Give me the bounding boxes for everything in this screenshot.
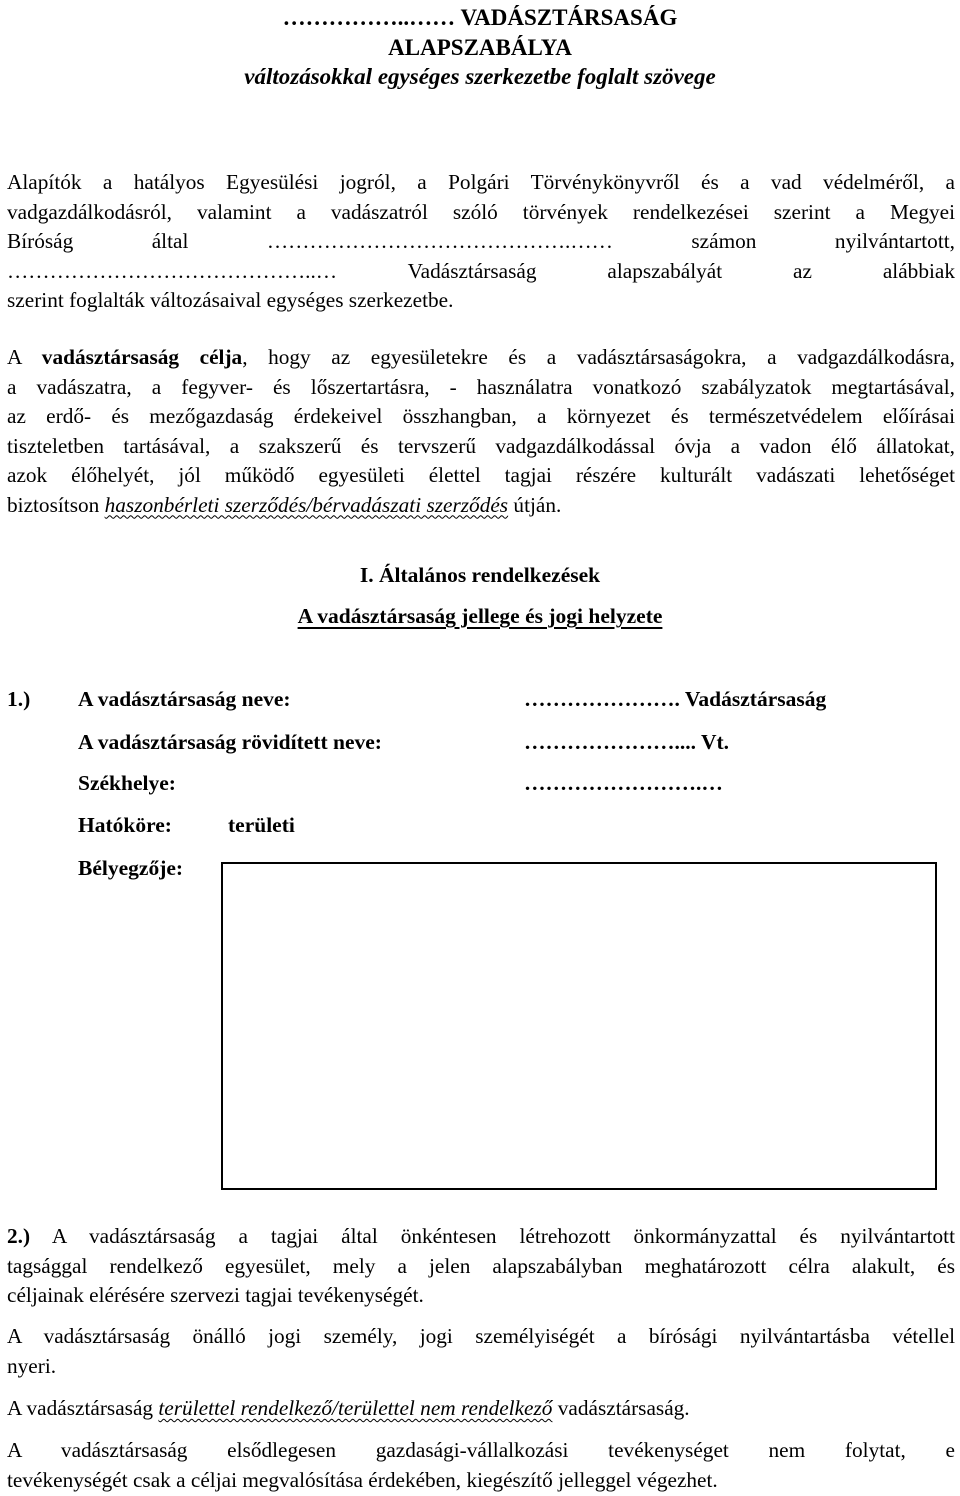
paragraph-3 bbox=[7, 1322, 955, 1381]
paragraph-2 bbox=[7, 1222, 955, 1311]
purpose-paragraph bbox=[7, 343, 955, 520]
seat-value: …………………….… bbox=[524, 771, 723, 795]
item-number-1: 1.) bbox=[7, 687, 31, 711]
intro-line: szerint foglalták változásaival egységes szerkezetbe. bbox=[7, 288, 454, 312]
paragraph-4-text: A vadásztársaság bbox=[7, 1396, 159, 1420]
document-title-line2: ALAPSZABÁLYA bbox=[388, 35, 572, 60]
purpose-line bbox=[7, 491, 955, 521]
name-value: …………………. Vadásztársaság bbox=[524, 687, 827, 711]
paragraph-3-line: A vadásztársaság önálló jogi személy, jogi személyiségét a bírósági nyilvántartásba vétellel bbox=[7, 1324, 955, 1348]
purpose-text: A bbox=[7, 345, 42, 369]
short-name-value: ………………….... Vt. bbox=[524, 730, 730, 754]
purpose-text: biztosítson bbox=[7, 492, 105, 517]
document-subtitle: változásokkal egységes szerkezetbe foglalt szövege bbox=[244, 64, 716, 89]
scope-value: területi bbox=[228, 813, 295, 837]
purpose-text: , hogy az egyesületekre és a vadásztársaságokra, a vadgazdálkodásra, bbox=[242, 345, 955, 369]
short-name-label: A vadásztársaság rövidített neve: bbox=[78, 730, 382, 754]
purpose-line: a vadászatra, a fegyver- és lőszertartásra, - használatra vonatkozó szabályzatok megtartásával, bbox=[7, 374, 955, 399]
paragraph-2-line: tagsággal rendelkező egyesület, mely a jelen alapszabályban meghatározott célra alakult, és bbox=[7, 1253, 955, 1278]
paragraph-5-line: tevékenységét csak a céljai megvalósítása érdekében, kiegészítő jelleggel végezhet. bbox=[7, 1467, 718, 1492]
contract-type-option: haszonbérleti szerződés/bérvadászati szerződés bbox=[104, 492, 509, 517]
territory-type-option: területtel rendelkező/területtel nem rendelkező bbox=[158, 1396, 553, 1420]
item-number-2: 2.) bbox=[7, 1224, 31, 1248]
paragraph-2-text: A vadásztársaság a tagjai által önkéntesen létrehozott önkormányzattal és nyilvántartott bbox=[30, 1224, 955, 1248]
paragraph-4-line bbox=[7, 1394, 955, 1424]
paragraph-5-line: A vadásztársaság elsődlegesen gazdasági-vállalkozási tevékenységet nem folytat, e bbox=[7, 1438, 955, 1462]
paragraph-4-text: vadásztársaság. bbox=[552, 1396, 690, 1420]
intro-line: vadgazdálkodásról, valamint a vadászatról szóló törvények rendelkezései szerint a Megyei bbox=[7, 199, 955, 224]
intro-line: Alapítók a hatályos Egyesülési jogról, a Polgári Törvénykönyvről és a vad védelméről, a bbox=[7, 170, 955, 194]
paragraph-5 bbox=[7, 1436, 955, 1495]
purpose-line: tiszteletben tartásával, a szakszerű és tervszerű vadgazdálkodással óvja a vadon élő állatokat, bbox=[7, 433, 955, 458]
section-subtitle: A vadásztársaság jellege és jogi helyzete bbox=[297, 604, 663, 628]
stamp-label: Bélyegzője: bbox=[78, 856, 184, 880]
paragraph-2-line: céljainak elérésére szervezi tagjai tevékenységét. bbox=[7, 1283, 424, 1307]
document-title-line1: ……………..…… VADÁSZTÁRSASÁG bbox=[282, 5, 678, 30]
name-label: A vadásztársaság neve: bbox=[78, 687, 291, 711]
section-title: I. Általános rendelkezések bbox=[359, 563, 601, 587]
intro-line: ……………………………………..… Vadásztársaság alapszabályát az alábbiak bbox=[7, 258, 955, 283]
paragraph-3-line: nyeri. bbox=[7, 1353, 57, 1378]
intro-line: Bíróság által …………………………………….…… számon nyilvántartott, bbox=[7, 229, 955, 253]
purpose-line: az erdő- és mezőgazdaság érdekeivel összhangban, a környezet és természetvédelem előírásai bbox=[7, 404, 955, 428]
paragraph-4 bbox=[7, 1394, 955, 1424]
seat-label: Székhelye: bbox=[78, 771, 176, 795]
purpose-text: útján. bbox=[508, 492, 562, 517]
paragraph-2-line bbox=[7, 1222, 955, 1252]
purpose-line bbox=[7, 343, 955, 373]
purpose-keyword: vadásztársaság célja bbox=[41, 345, 243, 369]
stamp-box bbox=[221, 862, 937, 1190]
purpose-line: azok élőhelyét, jól működő egyesületi élettel tagjai részére kulturált vadászati lehetőséget bbox=[7, 463, 955, 487]
intro-paragraph bbox=[7, 168, 955, 316]
scope-label: Hatóköre: bbox=[78, 813, 172, 837]
